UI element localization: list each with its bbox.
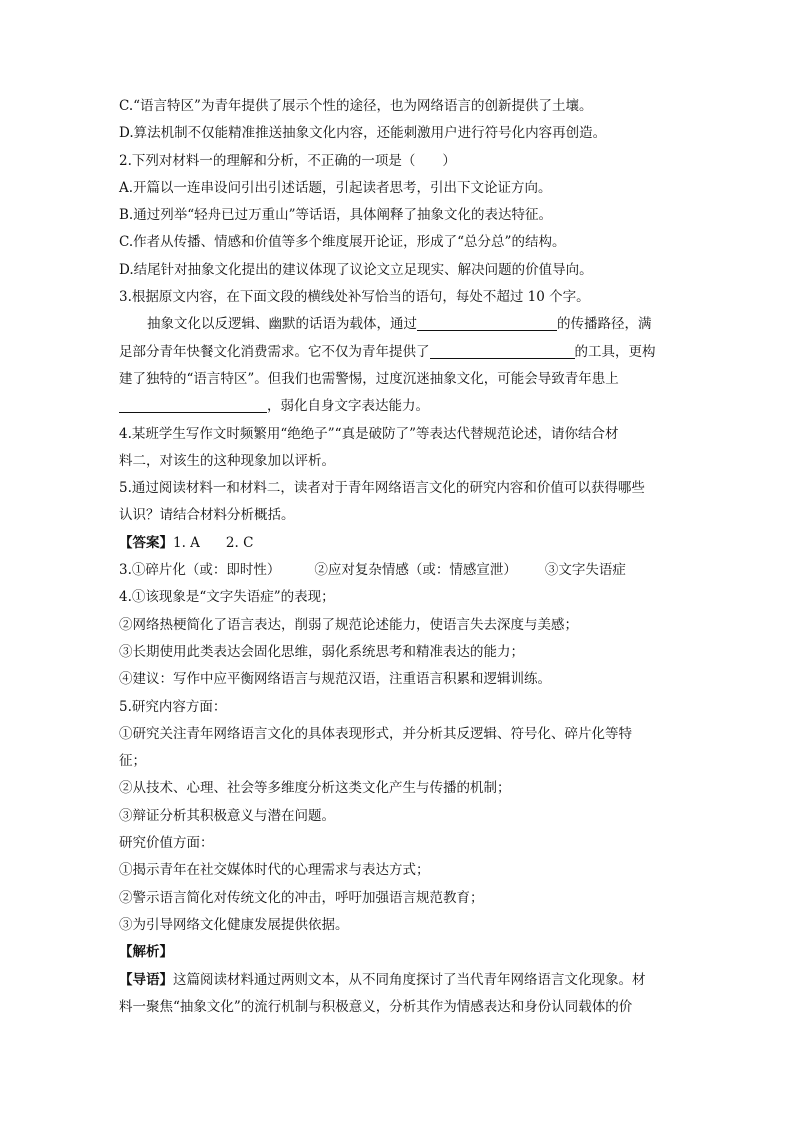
q3-passage-text: 抽象文化以反逻辑、幽默的话语为载体，通过 (147, 316, 417, 333)
answer-4-line: ④建议：写作中应平衡网络语言与规范汉语，注重语言积累和逻辑训练。 (119, 671, 551, 688)
q3-passage-text: 的传播路径，满 (557, 316, 652, 333)
guide-label: 【导语】 (119, 971, 173, 988)
document-body (119, 93, 675, 1021)
q2-option-c: C.作者从传播、情感和价值等多个维度展开论证，形成了“总分总”的结构。 (119, 234, 566, 251)
q1-option-c: C.“语言特区”为青年提供了展示个性的途径，也为网络语言的创新提供了土壤。 (119, 98, 593, 114)
answer-3-item: ②应对复杂情感（或：情感宣泄） (314, 562, 517, 579)
answer-5-line: ③为引导网络文化健康发展提供依据。 (119, 916, 349, 933)
fill-blank-1[interactable] (417, 315, 557, 331)
answer-1: 1. A (173, 534, 200, 551)
fill-blank-3[interactable] (119, 397, 267, 413)
q3-passage-line-1 (119, 311, 675, 338)
answer-row-1 (119, 530, 675, 557)
analysis-guide-line-1 (119, 967, 675, 994)
q2-stem: 2.下列对材料一的理解和分析，不正确的一项是（ ） (119, 152, 456, 169)
answer-2: 2. C (225, 534, 254, 551)
answer-5-line: ②警示语言简化对传统文化的冲击，呼吁加强语言规范教育； (119, 889, 484, 906)
answer-5-line: 征； (119, 753, 146, 770)
q3-passage-text: 足部分青年快餐文化消费需求。它不仅为青年提供了 (119, 343, 430, 360)
q1-option-d: D.算法机制不仅能精准推送抽象文化内容，还能刺激用户进行符号化内容再创造。 (119, 125, 607, 142)
answer-4-line: ③长期使用此类表达会固化思维，弱化系统思考和精准表达的能力； (119, 643, 524, 660)
answer-3 (119, 557, 675, 584)
q3-passage-text: ，弱化自身文字表达能力。 (267, 398, 429, 415)
answer-3-item: 3.①碎片化（或：即时性） (119, 562, 281, 579)
answer-5-line: ②从技术、心理、社会等多维度分析这类文化产生与传播的机制； (119, 780, 511, 797)
answer-5-line: ①揭示青年在社交媒体时代的心理需求与表达方式； (119, 862, 430, 879)
q3-passage-text: 的工具，更构 (574, 343, 656, 360)
analysis-guide-line-2: 料一聚焦“抽象文化”的流行机制与积极意义，分析其作为情感表达和身份认同载体的价 (119, 998, 633, 1015)
answer-5-line: ③辩证分析其积极意义与潜在问题。 (119, 807, 335, 824)
answer-5-heading: 5.研究内容方面： (119, 698, 227, 715)
analysis-heading: 【解析】 (119, 944, 173, 961)
fill-blank-2[interactable] (430, 343, 575, 359)
answer-heading: 【答案】 (119, 534, 173, 551)
answer-4-line: ②网络热梗简化了语言表达，削弱了规范论述能力，使语言失去深度与美感； (119, 616, 578, 633)
guide-text: 这篇阅读材料通过两则文本，从不同角度探讨了当代青年网络语言文化现象。材 (173, 971, 646, 988)
answer-4-line: 4.①该现象是“文字失语症”的表现； (119, 589, 335, 606)
q3-stem: 3.根据原文内容，在下面文段的横线处补写恰当的语句，每处不超过 10 个字。 (119, 289, 590, 306)
answer-5-heading: 研究价值方面： (119, 835, 214, 852)
q2-option-b: B.通过列举“轻舟已过万重山”等话语，具体阐释了抽象文化的表达特征。 (119, 207, 553, 224)
q3-passage-line-2 (119, 339, 675, 366)
answer-3-item: ③文字失语症 (544, 562, 626, 579)
q2-option-a: A.开篇以一连串设问引出引述话题，引起读者思考，引出下文论证方向。 (119, 179, 552, 196)
q2-option-d: D.结尾针对抽象文化提出的建议体现了议论文立足现实、解决问题的价值导向。 (119, 261, 593, 278)
q3-passage-line-4 (119, 393, 675, 420)
q5-stem-line-1: 5.通过阅读材料一和材料二，读者对于青年网络语言文化的研究内容和价值可以获得哪些 (119, 480, 645, 497)
q3-passage-line-3: 建了独特的“语言特区”。但我们也需警惕，过度沉迷抽象文化，可能会导致青年患上 (119, 370, 619, 387)
q4-stem-line-2: 料二，对该生的这种现象加以评析。 (119, 452, 335, 469)
q4-stem-line-1: 4.某班学生写作文时频繁用“绝绝子”“真是破防了”等表达代替规范论述，请你结合材 (119, 425, 619, 442)
q5-stem-line-2: 认识？请结合材料分析概括。 (119, 507, 295, 524)
answer-5-line: ①研究关注青年网络语言文化的具体表现形式，并分析其反逻辑、符号化、碎片化等特 (119, 725, 632, 742)
